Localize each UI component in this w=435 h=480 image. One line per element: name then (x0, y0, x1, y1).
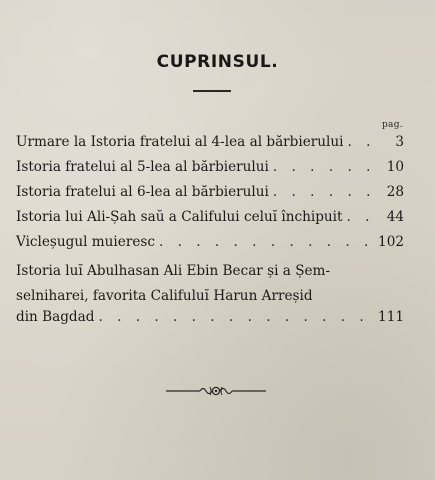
toc-entry (16, 134, 404, 159)
toc-entry-title: Istoria lui Ali-Șah saŭ a Califului celuĭ închipuit (16, 209, 343, 225)
toc-entry-title: Urmare la Istoria fratelui al 4-lea al bărbierului (16, 134, 344, 150)
toc-entry-page: 44 (386, 209, 404, 225)
toc-entry (16, 309, 404, 334)
dot-leader (343, 209, 375, 225)
toc-entry-page: 28 (386, 184, 404, 200)
dot-leader (155, 234, 374, 250)
table-of-contents (16, 134, 404, 334)
dot-leader (94, 309, 374, 325)
toc-entry-title: Istoria fratelui al 5-lea al bărbierului (16, 159, 269, 175)
toc-entry-title-line: Istoria luĭ Abulhasan Ali Ebin Becar și a Șem- (16, 263, 331, 279)
toc-entry-page: 102 (378, 234, 404, 250)
dot-leader (269, 159, 374, 175)
toc-entry (16, 209, 404, 234)
toc-entry-page: 111 (378, 309, 404, 325)
toc-entry-title: Vicleșugul muieresc (16, 234, 155, 250)
toc-entry (16, 159, 404, 184)
toc-entry-title-line: selniharei, favorita Califuluĭ Harun Arreșid (16, 288, 313, 304)
page-title: CUPRINSUL. (156, 52, 279, 72)
toc-entry-page: 10 (386, 159, 404, 175)
toc-entry-title: din Bagdad (16, 309, 95, 325)
dot-leader (269, 184, 374, 200)
toc-entry (16, 234, 404, 259)
page-column-label: pag. (382, 120, 403, 130)
toc-entry-page: 3 (395, 134, 404, 150)
toc-entry-title: Istoria fratelui al 6-lea al bărbierului (16, 184, 269, 200)
title-divider (193, 90, 231, 92)
ornament-icon (166, 383, 266, 399)
dot-leader (343, 134, 374, 150)
toc-entry (16, 184, 404, 209)
